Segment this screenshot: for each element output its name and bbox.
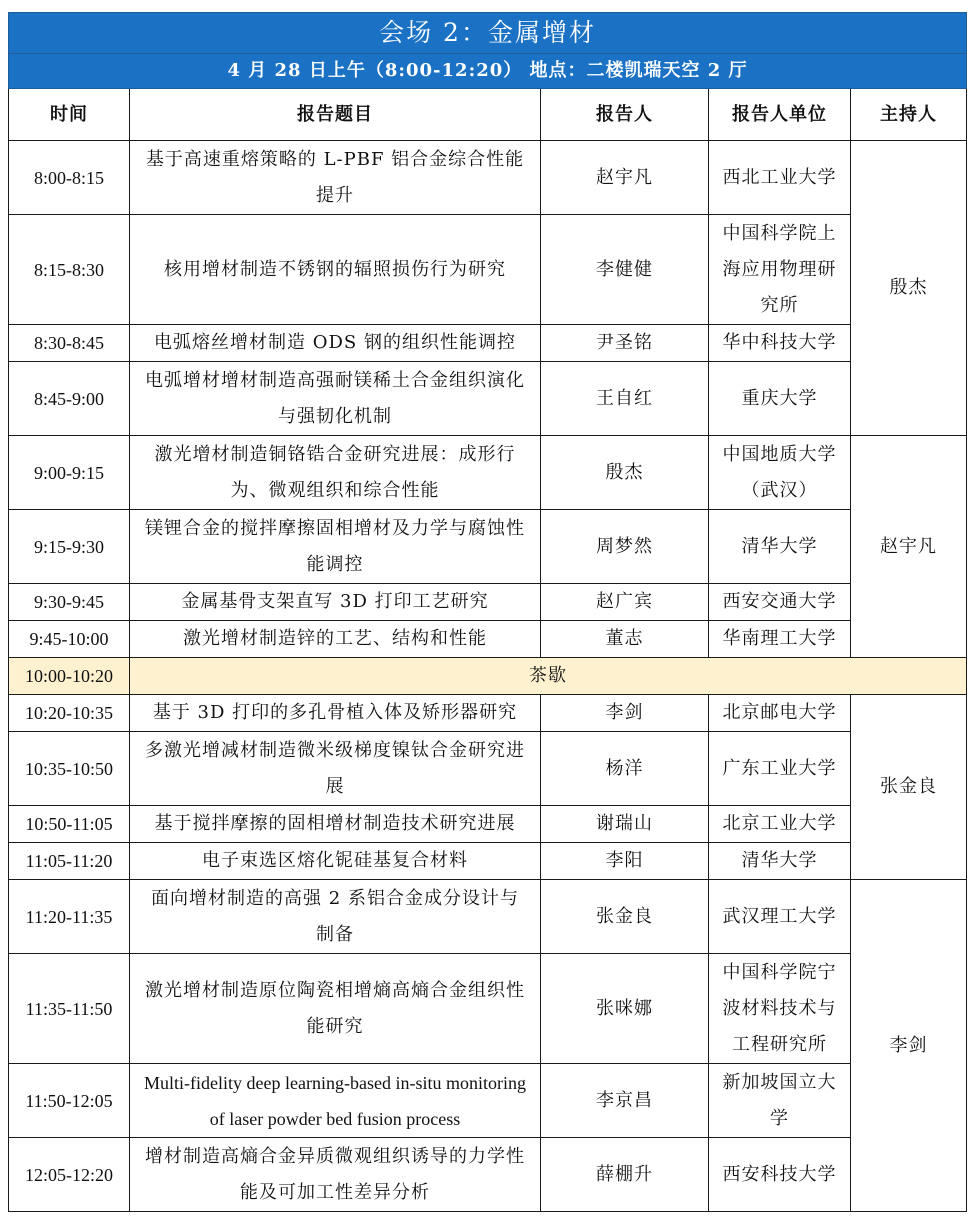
table-row [9,954,967,1064]
session-title: 会场 2：金属增材 [9,13,967,54]
time-cell: 8:00-8:15 [9,141,130,215]
column-header-speaker: 报告人 [541,89,709,141]
speaker-cell: 董志 [541,621,709,658]
report-title-cell: 核用增材制造不锈钢的辐照损伤行为研究 [130,215,541,325]
affiliation-cell: 西北工业大学 [709,141,851,215]
speaker-cell: 王自红 [541,362,709,436]
host-cell: 殷杰 [851,141,967,436]
affiliation-cell: 武汉理工大学 [709,880,851,954]
report-title-cell: 电弧增材增材制造高强耐镁稀土合金组织演化与强韧化机制 [130,362,541,436]
speaker-cell: 李京昌 [541,1064,709,1138]
report-title-cell: 电弧熔丝增材制造 ODS 钢的组织性能调控 [130,325,541,362]
schedule-table [8,12,967,1212]
time-cell: 12:05-12:20 [9,1138,130,1212]
time-cell: 8:30-8:45 [9,325,130,362]
speaker-cell: 李健健 [541,215,709,325]
report-title-cell: 增材制造高熵合金异质微观组织诱导的力学性能及可加工性差异分析 [130,1138,541,1212]
report-title-cell: 面向增材制造的高强 2 系铝合金成分设计与制备 [130,880,541,954]
table-row [9,436,967,510]
break-label-cell: 茶歇 [130,658,967,695]
speaker-cell: 尹圣铭 [541,325,709,362]
speaker-cell: 杨洋 [541,732,709,806]
time-cell: 8:15-8:30 [9,215,130,325]
break-time-cell: 10:00-10:20 [9,658,130,695]
speaker-cell: 谢瑞山 [541,806,709,843]
affiliation-cell: 新加坡国立大学 [709,1064,851,1138]
table-row [9,362,967,436]
table-row [9,584,967,621]
affiliation-cell: 西安科技大学 [709,1138,851,1212]
affiliation-cell: 中国科学院宁波材料技术与工程研究所 [709,954,851,1064]
affiliation-cell: 华南理工大学 [709,621,851,658]
time-cell: 8:45-9:00 [9,362,130,436]
time-cell: 11:05-11:20 [9,843,130,880]
time-cell: 9:15-9:30 [9,510,130,584]
speaker-cell: 李阳 [541,843,709,880]
column-header-title: 报告题目 [130,89,541,141]
time-cell: 9:45-10:00 [9,621,130,658]
report-title-cell: 基于 3D 打印的多孔骨植入体及矫形器研究 [130,695,541,732]
table-row [9,1064,967,1138]
session-subtitle: 4 月 28 日上午（8:00-12:20） 地点：二楼凯瑞天空 2 厅 [9,54,967,89]
time-cell: 10:35-10:50 [9,732,130,806]
affiliation-cell: 清华大学 [709,510,851,584]
affiliation-cell: 华中科技大学 [709,325,851,362]
time-cell: 10:20-10:35 [9,695,130,732]
time-cell: 11:20-11:35 [9,880,130,954]
report-title-cell: 激光增材制造铜铬锆合金研究进展：成形行为、微观组织和综合性能 [130,436,541,510]
table-row [9,325,967,362]
time-cell: 11:50-12:05 [9,1064,130,1138]
table-row [9,880,967,954]
affiliation-cell: 重庆大学 [709,362,851,436]
column-header-time: 时间 [9,89,130,141]
report-title-cell: 基于高速重熔策略的 L-PBF 铝合金综合性能提升 [130,141,541,215]
host-cell: 李剑 [851,880,967,1212]
speaker-cell: 周梦然 [541,510,709,584]
speaker-cell: 张金良 [541,880,709,954]
affiliation-cell: 西安交通大学 [709,584,851,621]
host-cell: 张金良 [851,695,967,880]
table-row [9,695,967,732]
affiliation-cell: 清华大学 [709,843,851,880]
report-title-cell: 镁锂合金的搅拌摩擦固相增材及力学与腐蚀性能调控 [130,510,541,584]
speaker-cell: 张咪娜 [541,954,709,1064]
table-row [9,806,967,843]
table-row [9,510,967,584]
table-row [9,1138,967,1212]
time-cell: 11:35-11:50 [9,954,130,1064]
affiliation-cell: 中国科学院上海应用物理研究所 [709,215,851,325]
break-row [9,658,967,695]
report-title-cell: Multi-fidelity deep learning-based in-situ monitoring of laser powder bed fusion process [130,1064,541,1138]
table-row [9,141,967,215]
report-title-cell: 基于搅拌摩擦的固相增材制造技术研究进展 [130,806,541,843]
speaker-cell: 李剑 [541,695,709,732]
affiliation-cell: 中国地质大学（武汉） [709,436,851,510]
table-row [9,621,967,658]
affiliation-cell: 广东工业大学 [709,732,851,806]
speaker-cell: 赵宇凡 [541,141,709,215]
time-cell: 9:00-9:15 [9,436,130,510]
report-title-cell: 金属基骨支架直写 3D 打印工艺研究 [130,584,541,621]
report-title-cell: 激光增材制造锌的工艺、结构和性能 [130,621,541,658]
report-title-cell: 激光增材制造原位陶瓷相增熵高熵合金组织性能研究 [130,954,541,1064]
table-row [9,732,967,806]
affiliation-cell: 北京工业大学 [709,806,851,843]
report-title-cell: 多激光增减材制造微米级梯度镍钛合金研究进展 [130,732,541,806]
time-cell: 9:30-9:45 [9,584,130,621]
column-header-host: 主持人 [851,89,967,141]
affiliation-cell: 北京邮电大学 [709,695,851,732]
report-title-cell: 电子束选区熔化铌硅基复合材料 [130,843,541,880]
table-row [9,843,967,880]
table-row [9,215,967,325]
speaker-cell: 薛棚升 [541,1138,709,1212]
host-cell: 赵宇凡 [851,436,967,658]
speaker-cell: 赵广宾 [541,584,709,621]
column-header-affiliation: 报告人单位 [709,89,851,141]
speaker-cell: 殷杰 [541,436,709,510]
column-header-row [9,89,967,141]
time-cell: 10:50-11:05 [9,806,130,843]
